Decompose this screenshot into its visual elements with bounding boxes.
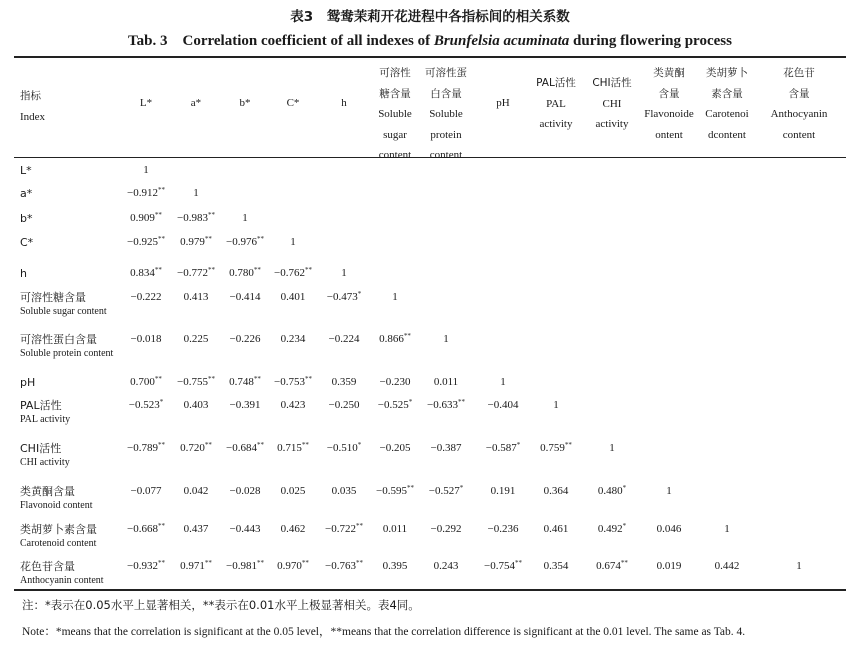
table-cell (417, 375, 475, 390)
row-label-cn: h (20, 267, 27, 280)
table-cell (474, 441, 532, 456)
cell-value: 0.834 (130, 267, 155, 279)
cell-value: 1 (242, 212, 248, 224)
cell-value: −0.595 (376, 485, 407, 497)
cell-value: 1 (724, 523, 730, 535)
cell-value: −0.391 (229, 399, 261, 411)
cell-value: 0.423 (280, 399, 306, 411)
cell-value: 0.674 (596, 560, 621, 572)
significance-mark: ** (207, 211, 215, 219)
significance-mark: ** (157, 559, 165, 567)
cell-value: 1 (553, 399, 559, 411)
header-line: Soluble (378, 108, 412, 120)
cell-value: 0.191 (490, 485, 516, 497)
significance-mark: ** (157, 235, 165, 243)
table-cell (474, 375, 532, 390)
row-label-en: PAL activity (20, 414, 71, 425)
header-col-5 (315, 93, 373, 114)
significance-mark: * (516, 441, 521, 449)
header-line: Carotenoi (705, 108, 749, 120)
cell-value: −0.527 (428, 485, 460, 497)
cell-value: −0.414 (229, 291, 261, 303)
table-cell (264, 559, 322, 574)
table-cell (474, 559, 532, 574)
header-col-4 (264, 93, 322, 114)
row-label-cn: a* (20, 187, 33, 200)
row-label-cn: 可溶性蛋白含量 (20, 333, 97, 346)
table-cell (315, 290, 373, 305)
cell-value: 0.700 (130, 376, 155, 388)
header-col-9 (527, 73, 585, 135)
header-col-13 (770, 63, 828, 145)
cell-value: −0.753 (274, 376, 305, 388)
row-label (20, 332, 113, 361)
table-cell (315, 441, 373, 456)
row-label-cn: 花色苷含量 (20, 560, 75, 573)
cell-value: −0.205 (379, 442, 411, 454)
table-cell (366, 522, 424, 537)
table-cell (527, 522, 585, 537)
cell-value: 0.979 (180, 236, 205, 248)
cell-value: 0.715 (277, 442, 302, 454)
table-cell (264, 398, 322, 413)
header-line: ontent (655, 128, 683, 141)
cell-value: −0.224 (328, 333, 360, 345)
table-cell (583, 484, 641, 499)
table-caption-cn: 表3 鸳鸯茉莉开花进程中各指标间的相关系数 (290, 9, 570, 25)
header-line: 糖含量 (379, 87, 411, 100)
header-line: b* (239, 97, 251, 109)
header-line: content (429, 149, 463, 161)
significance-mark: ** (157, 186, 165, 194)
cell-value: 0.354 (543, 560, 569, 572)
row-label-cn: 类黄酮含量 (20, 485, 75, 498)
header-col-7 (417, 63, 475, 166)
significance-mark: ** (304, 266, 312, 274)
header-line: C* (286, 97, 300, 109)
row-label-cn: 可溶性糖含量 (20, 291, 86, 304)
row-label (20, 163, 32, 178)
cell-value: −0.668 (127, 523, 158, 535)
cell-value: 0.019 (656, 560, 682, 572)
row-label-cn: pH (20, 376, 36, 389)
header-line: 含量 (788, 87, 810, 100)
table-cell (264, 290, 322, 305)
significance-mark: ** (406, 484, 414, 492)
cell-value: −0.772 (177, 267, 208, 279)
table-cell (315, 484, 373, 499)
cell-value: 1 (392, 291, 398, 303)
cell-value: 0.461 (543, 523, 569, 535)
significance-mark: ** (355, 559, 363, 567)
significance-mark: ** (207, 375, 215, 383)
cell-value: 1 (193, 187, 199, 199)
cell-value: 0.046 (656, 523, 682, 535)
table-cell (417, 484, 475, 499)
table-cell (640, 522, 698, 537)
table-cell (366, 559, 424, 574)
cell-value: −0.387 (430, 442, 462, 454)
cell-value: −0.684 (226, 442, 257, 454)
table-cell (315, 266, 373, 281)
caption-en-suffix: during flowering process (569, 33, 732, 49)
header-line: content (378, 149, 412, 161)
significance-mark: ** (157, 522, 165, 530)
cell-value: 0.480 (597, 485, 623, 497)
table-cell (583, 522, 641, 537)
significance-mark: * (622, 522, 627, 530)
header-line: 素含量 (711, 87, 743, 100)
header-line: a* (190, 97, 202, 109)
cell-value: −0.763 (325, 560, 356, 572)
cell-value: 0.462 (280, 523, 306, 535)
cell-value: −0.018 (130, 333, 162, 345)
cell-value: 0.492 (597, 523, 623, 535)
significance-mark: ** (204, 559, 212, 567)
table-cell (583, 441, 641, 456)
row-label-en: CHI activity (20, 457, 70, 468)
table-cell (698, 522, 756, 537)
cell-value: 0.364 (543, 485, 569, 497)
table-cell (527, 559, 585, 574)
row-label (20, 559, 104, 588)
row-label (20, 441, 70, 470)
table-cell (315, 559, 373, 574)
significance-mark: ** (256, 441, 264, 449)
cell-value: −0.789 (127, 442, 158, 454)
cell-value: 0.401 (280, 291, 306, 303)
header-line: content (782, 128, 816, 141)
cell-value: 0.225 (183, 333, 209, 345)
cell-value: 0.011 (382, 523, 408, 535)
table-cell (315, 375, 373, 390)
table-cell (366, 332, 424, 347)
table-cell (474, 398, 532, 413)
significance-mark: ** (403, 332, 411, 340)
header-line: 可溶性 (379, 67, 411, 79)
cell-value: 0.234 (280, 333, 306, 345)
header-line: CHI活性 (592, 77, 632, 89)
cell-value: 1 (500, 376, 506, 388)
cell-value: −0.981 (226, 560, 257, 572)
significance-mark: ** (301, 559, 309, 567)
table-cell (366, 398, 424, 413)
row-label (20, 375, 35, 390)
significance-mark: ** (207, 266, 215, 274)
row-label-cn: C* (20, 236, 34, 249)
header-line: Flavonoide (644, 108, 694, 120)
cell-value: 0.970 (277, 560, 302, 572)
table-cell (770, 559, 828, 574)
caption-en-prefix: Tab. 3 Correlation coefficient of all indexes of (128, 33, 434, 49)
table-cell (264, 235, 322, 250)
significance-mark: * (357, 441, 362, 449)
cell-value: 0.909 (130, 212, 155, 224)
row-label (20, 211, 32, 226)
row-label-cn: PAL活性 (20, 399, 62, 412)
row-label-cn: CHI活性 (20, 442, 62, 455)
table-cell (366, 290, 424, 305)
header-line: sugar (383, 128, 407, 141)
cell-value: 1 (443, 333, 449, 345)
cell-value: −0.028 (229, 485, 261, 497)
table-cell (527, 484, 585, 499)
row-label (20, 266, 27, 281)
significance-mark: * (408, 398, 413, 406)
significance-mark: ** (256, 559, 264, 567)
significance-mark: ** (157, 441, 165, 449)
cell-value: 0.359 (331, 376, 357, 388)
header-col-12 (698, 63, 756, 145)
row-label-en: Flavonoid content (20, 500, 93, 511)
significance-mark: ** (204, 441, 212, 449)
cell-value: 0.011 (433, 376, 459, 388)
cell-value: −0.250 (328, 399, 360, 411)
cell-value: −0.226 (229, 333, 261, 345)
cell-value: −0.633 (427, 399, 458, 411)
cell-value: 1 (609, 442, 615, 454)
cell-value: 1 (341, 267, 347, 279)
significance-mark: ** (256, 235, 264, 243)
table-cell (315, 398, 373, 413)
header-line: 指标 (20, 90, 41, 102)
significance-mark: * (622, 484, 627, 492)
table-cell (167, 186, 225, 201)
cell-value: 0.780 (229, 267, 254, 279)
significance-mark: ** (620, 559, 628, 567)
row-label-cn: b* (20, 212, 33, 225)
table-cell (474, 484, 532, 499)
header-line: Anthocyanin (770, 108, 828, 120)
cell-value: −0.230 (379, 376, 411, 388)
cell-value: −0.222 (130, 291, 162, 303)
significance-mark: * (459, 484, 464, 492)
table-cell (264, 332, 322, 347)
cell-value: 0.395 (382, 560, 408, 572)
significance-mark: ** (514, 559, 522, 567)
cell-value: 0.403 (183, 399, 209, 411)
significance-mark: ** (355, 522, 363, 530)
header-line: PAL (546, 97, 566, 110)
table-cell (264, 522, 322, 537)
cell-value: 0.971 (180, 560, 205, 572)
cell-value: 0.413 (183, 291, 209, 303)
row-label (20, 290, 107, 319)
cell-value: 0.720 (180, 442, 205, 454)
cell-value: −0.525 (377, 399, 409, 411)
cell-value: −0.443 (229, 523, 261, 535)
row-label (20, 398, 70, 427)
table-cell (640, 559, 698, 574)
cell-value: −0.587 (485, 442, 517, 454)
table-cell (117, 163, 175, 178)
header-line: pH (496, 97, 510, 109)
cell-value: 1 (290, 236, 296, 248)
header-line: activity (595, 118, 629, 130)
cell-value: −0.510 (326, 442, 358, 454)
header-line: protein (430, 128, 462, 141)
table-cell (698, 559, 756, 574)
row-label (20, 522, 97, 551)
table-cell (474, 522, 532, 537)
significance-mark: ** (154, 266, 162, 274)
row-label (20, 235, 33, 250)
significance-mark: ** (457, 398, 465, 406)
cell-value: −0.983 (177, 212, 208, 224)
header-line: 可溶性蛋 (425, 67, 467, 79)
table-cell (366, 375, 424, 390)
cell-value: −0.912 (127, 187, 158, 199)
table-cell (264, 441, 322, 456)
header-line: 花色苷 (783, 67, 815, 79)
cell-value: 1 (796, 560, 802, 572)
cell-value: −0.722 (325, 523, 356, 535)
significance-mark: ** (564, 441, 572, 449)
table-cell (366, 484, 424, 499)
cell-value: −0.236 (487, 523, 519, 535)
note-cn: 注：*表示在0.05水平上显著相关，**表示在0.01水平上极显著相关。表4同。 (22, 598, 420, 612)
header-line: PAL活性 (536, 77, 576, 89)
cell-value: 0.243 (433, 560, 459, 572)
cell-value: 0.437 (183, 523, 209, 535)
header-line: 类胡萝卜 (706, 67, 748, 79)
table-cell (366, 441, 424, 456)
cell-value: 1 (143, 164, 149, 176)
table-cell (417, 559, 475, 574)
significance-mark: * (357, 290, 362, 298)
row-label-en: Soluble sugar content (20, 306, 107, 317)
row-label-en: Soluble protein content (20, 348, 114, 359)
header-line: L* (139, 97, 153, 109)
cell-value: −0.523 (128, 399, 160, 411)
table-cell (417, 441, 475, 456)
table-cell (216, 211, 274, 226)
cell-value: −0.976 (226, 236, 257, 248)
cell-value: 0.442 (714, 560, 740, 572)
significance-mark: ** (301, 441, 309, 449)
header-line: dcontent (708, 128, 746, 141)
row-label-cn: 类胡萝卜素含量 (20, 523, 97, 536)
header-line: 白含量 (430, 87, 462, 100)
table-cell (640, 484, 698, 499)
table-cell (264, 375, 322, 390)
table-cell (315, 332, 373, 347)
significance-mark: * (159, 398, 164, 406)
table-top-rule (14, 56, 846, 58)
header-col-8 (474, 93, 532, 114)
significance-mark: ** (253, 375, 261, 383)
row-label-cn: L* (20, 164, 32, 177)
table-cell (527, 441, 585, 456)
table-cell (527, 398, 585, 413)
row-label (20, 186, 32, 201)
table-bottom-rule (14, 589, 846, 591)
cell-value: 0.759 (540, 442, 565, 454)
table-cell (417, 398, 475, 413)
header-line: 类黄酮 (653, 67, 685, 79)
significance-mark: ** (304, 375, 312, 383)
table-cell (583, 559, 641, 574)
cell-value: −0.473 (326, 291, 358, 303)
header-col-6 (366, 63, 424, 166)
cell-value: 0.025 (280, 485, 306, 497)
significance-mark: ** (204, 235, 212, 243)
row-label (20, 484, 93, 513)
header-line: Soluble (429, 108, 463, 120)
row-label-en: Anthocyanin content (20, 575, 104, 586)
header-line: h (341, 97, 347, 109)
header-line: 含量 (658, 87, 680, 100)
cell-value: −0.754 (484, 560, 515, 572)
caption-en-species: Brunfelsia acuminata (433, 33, 570, 49)
header-line: activity (539, 118, 573, 130)
cell-value: 0.748 (229, 376, 254, 388)
header-col-11 (640, 63, 698, 145)
table-cell (264, 484, 322, 499)
table-caption-en (0, 29, 860, 50)
cell-value: 0.035 (331, 485, 357, 497)
table-cell (315, 522, 373, 537)
cell-value: −0.762 (274, 267, 305, 279)
note-en: Note：*means that the correlation is significant at the 0.05 level，**means that the correlation difference is significant at the 0.01 level. The same as Tab. 4. (22, 626, 746, 638)
significance-mark: ** (154, 375, 162, 383)
table-cell (417, 522, 475, 537)
header-line: CHI (602, 97, 622, 110)
table-cell (417, 332, 475, 347)
cell-value: −0.925 (127, 236, 158, 248)
cell-value: −0.404 (487, 399, 519, 411)
header-index (20, 86, 45, 127)
cell-value: 0.866 (379, 333, 404, 345)
significance-mark: ** (253, 266, 261, 274)
cell-value: −0.932 (127, 560, 158, 572)
header-col-10 (583, 73, 641, 135)
cell-value: −0.077 (130, 485, 162, 497)
header-line: Index (20, 110, 46, 123)
cell-value: 0.042 (183, 485, 209, 497)
cell-value: −0.292 (430, 523, 462, 535)
cell-value: 1 (666, 485, 672, 497)
significance-mark: ** (154, 211, 162, 219)
cell-value: −0.755 (177, 376, 208, 388)
table-cell (264, 266, 322, 281)
row-label-en: Carotenoid content (20, 538, 97, 549)
